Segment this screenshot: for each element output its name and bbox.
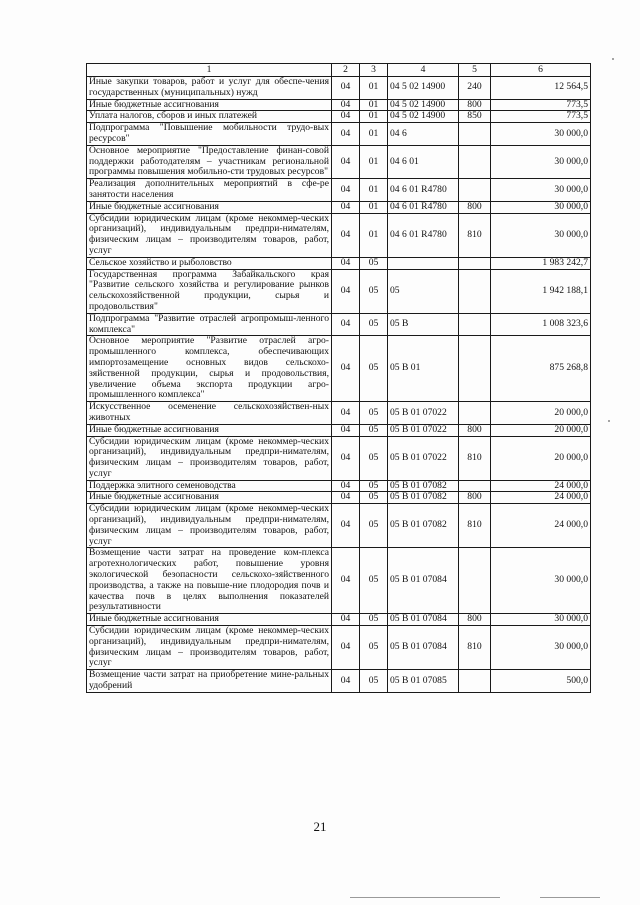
row-amount-cell: 30 000,0	[491, 123, 591, 146]
header-subsection: 3	[360, 64, 388, 77]
row-amount-cell: 24 000,0	[491, 480, 591, 492]
row-subsection-cell: 05	[360, 480, 388, 492]
row-type-cell	[459, 145, 491, 178]
table-row	[87, 480, 591, 492]
row-name-cell: Субсидии юридическим лицам (кроме некоммер-ческих организаций), индивидуальным предпри-нимателям, физическим лицам – производителям товаров, работ, услуг	[87, 436, 332, 480]
row-type-cell	[459, 480, 491, 492]
row-name-cell: Возмещение части затрат на приобретение мине-ральных удобрений	[87, 670, 332, 693]
row-type-cell: 810	[459, 436, 491, 480]
row-type-cell: 240	[459, 77, 491, 100]
table-row	[87, 548, 591, 614]
table-row	[87, 424, 591, 436]
row-target-cell: 04 6 01 R4780	[388, 213, 459, 257]
table-row	[87, 313, 591, 336]
row-target-cell: 05 В 01 07084	[388, 548, 459, 614]
row-amount-cell: 30 000,0	[491, 179, 591, 202]
row-amount-cell: 1 008 323,6	[491, 313, 591, 336]
row-amount-cell: 30 000,0	[491, 201, 591, 213]
table-row	[87, 504, 591, 548]
table-row	[87, 201, 591, 213]
row-target-cell: 05 В 01 07022	[388, 424, 459, 436]
row-subsection-cell: 01	[360, 213, 388, 257]
row-subsection-cell: 05	[360, 313, 388, 336]
row-subsection-cell: 01	[360, 111, 388, 123]
row-type-cell: 800	[459, 424, 491, 436]
scan-artifact-dot	[612, 58, 614, 60]
row-section-cell: 04	[332, 77, 360, 100]
row-section-cell: 04	[332, 504, 360, 548]
row-subsection-cell: 01	[360, 201, 388, 213]
row-subsection-cell: 05	[360, 269, 388, 313]
table-row	[87, 492, 591, 504]
row-amount-cell: 1 942 188,1	[491, 269, 591, 313]
row-type-cell: 800	[459, 492, 491, 504]
table-row	[87, 670, 591, 693]
row-section-cell: 04	[332, 145, 360, 178]
row-type-cell: 800	[459, 201, 491, 213]
row-name-cell: Государственная программа Забайкальского края "Развитие сельского хозяйства и регулирование рынков сельскохозяйственной продукции, сырья и продовольствия"	[87, 269, 332, 313]
table-row	[87, 145, 591, 178]
row-name-cell: Иные закупки товаров, работ и услуг для обеспе-чения государственных (муниципальных) нужд	[87, 77, 332, 100]
row-amount-cell: 24 000,0	[491, 504, 591, 548]
row-target-cell: 04 5 02 14900	[388, 111, 459, 123]
header-amount: 6	[491, 64, 591, 77]
row-subsection-cell: 05	[360, 614, 388, 626]
table-row	[87, 123, 591, 146]
row-section-cell: 04	[332, 402, 360, 425]
row-name-cell: Подпрограмма "Развитие отраслей агропромыш-ленного комплекса"	[87, 313, 332, 336]
table-row	[87, 111, 591, 123]
table-row	[87, 614, 591, 626]
row-target-cell: 04 6	[388, 123, 459, 146]
row-amount-cell: 20 000,0	[491, 402, 591, 425]
row-subsection-cell: 05	[360, 504, 388, 548]
row-type-cell	[459, 336, 491, 402]
row-type-cell	[459, 257, 491, 269]
row-type-cell	[459, 548, 491, 614]
page-number: 21	[313, 819, 327, 834]
row-name-cell: Поддержка элитного семеноводства	[87, 480, 332, 492]
table-header-row	[87, 64, 591, 77]
row-name-cell: Реализация дополнительных мероприятий в сфе-ре занятости населения	[87, 179, 332, 202]
table-body	[87, 77, 591, 693]
row-target-cell: 04 6 01 R4780	[388, 179, 459, 202]
row-target-cell: 04 6 01	[388, 145, 459, 178]
row-section-cell: 04	[332, 424, 360, 436]
row-name-cell: Искусственное осеменение сельскохозяйствен-ных животных	[87, 402, 332, 425]
row-subsection-cell: 05	[360, 492, 388, 504]
header-type: 5	[459, 64, 491, 77]
row-name-cell: Иные бюджетные ассигнования	[87, 99, 332, 111]
row-amount-cell: 875 268,8	[491, 336, 591, 402]
row-name-cell: Основное мероприятие "Развитие отраслей агро-промышленного комплекса, обеспечивающих импортозамещение основных видов сельскохо-зяйственной продукции, сырья и продовольствия, увеличение объема экспорта продукции агро-промышленного комплекса"	[87, 336, 332, 402]
row-amount-cell: 30 000,0	[491, 548, 591, 614]
row-subsection-cell: 01	[360, 99, 388, 111]
row-target-cell: 05 В	[388, 313, 459, 336]
row-target-cell: 04 5 02 14900	[388, 77, 459, 100]
row-subsection-cell: 01	[360, 145, 388, 178]
row-subsection-cell: 05	[360, 402, 388, 425]
row-type-cell	[459, 123, 491, 146]
row-section-cell: 04	[332, 492, 360, 504]
row-name-cell: Иные бюджетные ассигнования	[87, 201, 332, 213]
row-amount-cell: 30 000,0	[491, 614, 591, 626]
row-name-cell: Субсидии юридическим лицам (кроме некоммер-ческих организаций), индивидуальным предпри-нимателям, физическим лицам – производителям товаров, работ, услуг	[87, 626, 332, 670]
row-name-cell: Иные бюджетные ассигнования	[87, 614, 332, 626]
row-subsection-cell: 05	[360, 670, 388, 693]
header-section: 2	[332, 64, 360, 77]
row-section-cell: 04	[332, 480, 360, 492]
row-type-cell	[459, 269, 491, 313]
row-name-cell: Основное мероприятие "Предоставление финан-совой поддержки работодателям – участникам региональной программы повышения мобильно-сти трудовых ресурсов"	[87, 145, 332, 178]
row-section-cell: 04	[332, 670, 360, 693]
scan-artifact-line	[540, 897, 600, 898]
row-target-cell: 05 В 01 07084	[388, 626, 459, 670]
table-row	[87, 257, 591, 269]
row-section-cell: 04	[332, 257, 360, 269]
header-name: 1	[87, 64, 332, 77]
row-amount-cell: 773,5	[491, 99, 591, 111]
row-name-cell: Субсидии юридическим лицам (кроме некоммер-ческих организаций), индивидуальным предпри-нимателям, физическим лицам – производителям товаров, работ, услуг	[87, 504, 332, 548]
row-target-cell: 05 В 01 07084	[388, 614, 459, 626]
row-type-cell: 850	[459, 111, 491, 123]
row-target-cell: 05 В 01 07082	[388, 480, 459, 492]
row-target-cell: 05 В 01 07082	[388, 504, 459, 548]
row-section-cell: 04	[332, 111, 360, 123]
row-subsection-cell: 05	[360, 626, 388, 670]
row-amount-cell: 1 983 242,7	[491, 257, 591, 269]
row-section-cell: 04	[332, 99, 360, 111]
row-amount-cell: 20 000,0	[491, 424, 591, 436]
row-target-cell	[388, 257, 459, 269]
row-name-cell: Иные бюджетные ассигнования	[87, 492, 332, 504]
budget-table	[86, 63, 591, 693]
row-type-cell: 810	[459, 213, 491, 257]
header-target: 4	[388, 64, 459, 77]
row-section-cell: 04	[332, 336, 360, 402]
row-amount-cell: 20 000,0	[491, 436, 591, 480]
row-subsection-cell: 01	[360, 77, 388, 100]
row-section-cell: 04	[332, 213, 360, 257]
row-target-cell: 05 В 01 07085	[388, 670, 459, 693]
scan-artifact-dot	[608, 420, 610, 422]
row-target-cell: 04 6 01 R4780	[388, 201, 459, 213]
row-amount-cell: 500,0	[491, 670, 591, 693]
row-type-cell	[459, 670, 491, 693]
row-subsection-cell: 05	[360, 548, 388, 614]
row-section-cell: 04	[332, 201, 360, 213]
scan-artifact-line	[350, 897, 500, 898]
row-type-cell: 800	[459, 99, 491, 111]
row-type-cell	[459, 313, 491, 336]
table-row	[87, 336, 591, 402]
row-subsection-cell: 05	[360, 336, 388, 402]
table-row	[87, 626, 591, 670]
row-name-cell: Возмещение части затрат на проведение ком-плекса агротехнологических работ, повышение уровня экологической безопасности сельскохо-зяйственного производства, а также на повыше-ние плодородия почв и качества почв в целях выполнения показателей результативности	[87, 548, 332, 614]
row-section-cell: 04	[332, 626, 360, 670]
row-amount-cell: 24 000,0	[491, 492, 591, 504]
row-name-cell: Иные бюджетные ассигнования	[87, 424, 332, 436]
row-amount-cell: 30 000,0	[491, 213, 591, 257]
row-name-cell: Уплата налогов, сборов и иных платежей	[87, 111, 332, 123]
row-section-cell: 04	[332, 123, 360, 146]
row-type-cell	[459, 402, 491, 425]
row-amount-cell: 12 564,5	[491, 77, 591, 100]
row-target-cell: 04 5 02 14900	[388, 99, 459, 111]
row-section-cell: 04	[332, 313, 360, 336]
row-type-cell: 810	[459, 504, 491, 548]
table-row	[87, 179, 591, 202]
table-row	[87, 99, 591, 111]
row-type-cell: 800	[459, 614, 491, 626]
row-name-cell: Подпрограмма "Повышение мобильности трудо-вых ресурсов"	[87, 123, 332, 146]
row-type-cell: 810	[459, 626, 491, 670]
table-row	[87, 269, 591, 313]
row-subsection-cell: 01	[360, 179, 388, 202]
table-row	[87, 402, 591, 425]
row-target-cell: 05 В 01 07022	[388, 402, 459, 425]
row-subsection-cell: 05	[360, 424, 388, 436]
row-target-cell: 05 В 01 07082	[388, 492, 459, 504]
row-type-cell	[459, 179, 491, 202]
table-row	[87, 213, 591, 257]
row-target-cell: 05	[388, 269, 459, 313]
row-target-cell: 05 В 01	[388, 336, 459, 402]
row-amount-cell: 30 000,0	[491, 626, 591, 670]
table-row	[87, 77, 591, 100]
row-amount-cell: 30 000,0	[491, 145, 591, 178]
row-name-cell: Субсидии юридическим лицам (кроме некоммер-ческих организаций), индивидуальным предпри-нимателям, физическим лицам – производителям товаров, работ, услуг	[87, 213, 332, 257]
row-section-cell: 04	[332, 179, 360, 202]
row-section-cell: 04	[332, 436, 360, 480]
row-name-cell: Сельское хозяйство и рыболовство	[87, 257, 332, 269]
row-subsection-cell: 05	[360, 257, 388, 269]
row-section-cell: 04	[332, 269, 360, 313]
row-subsection-cell: 05	[360, 436, 388, 480]
table-row	[87, 436, 591, 480]
row-target-cell: 05 В 01 07022	[388, 436, 459, 480]
row-section-cell: 04	[332, 614, 360, 626]
row-section-cell: 04	[332, 548, 360, 614]
row-amount-cell: 773,5	[491, 111, 591, 123]
row-subsection-cell: 01	[360, 123, 388, 146]
